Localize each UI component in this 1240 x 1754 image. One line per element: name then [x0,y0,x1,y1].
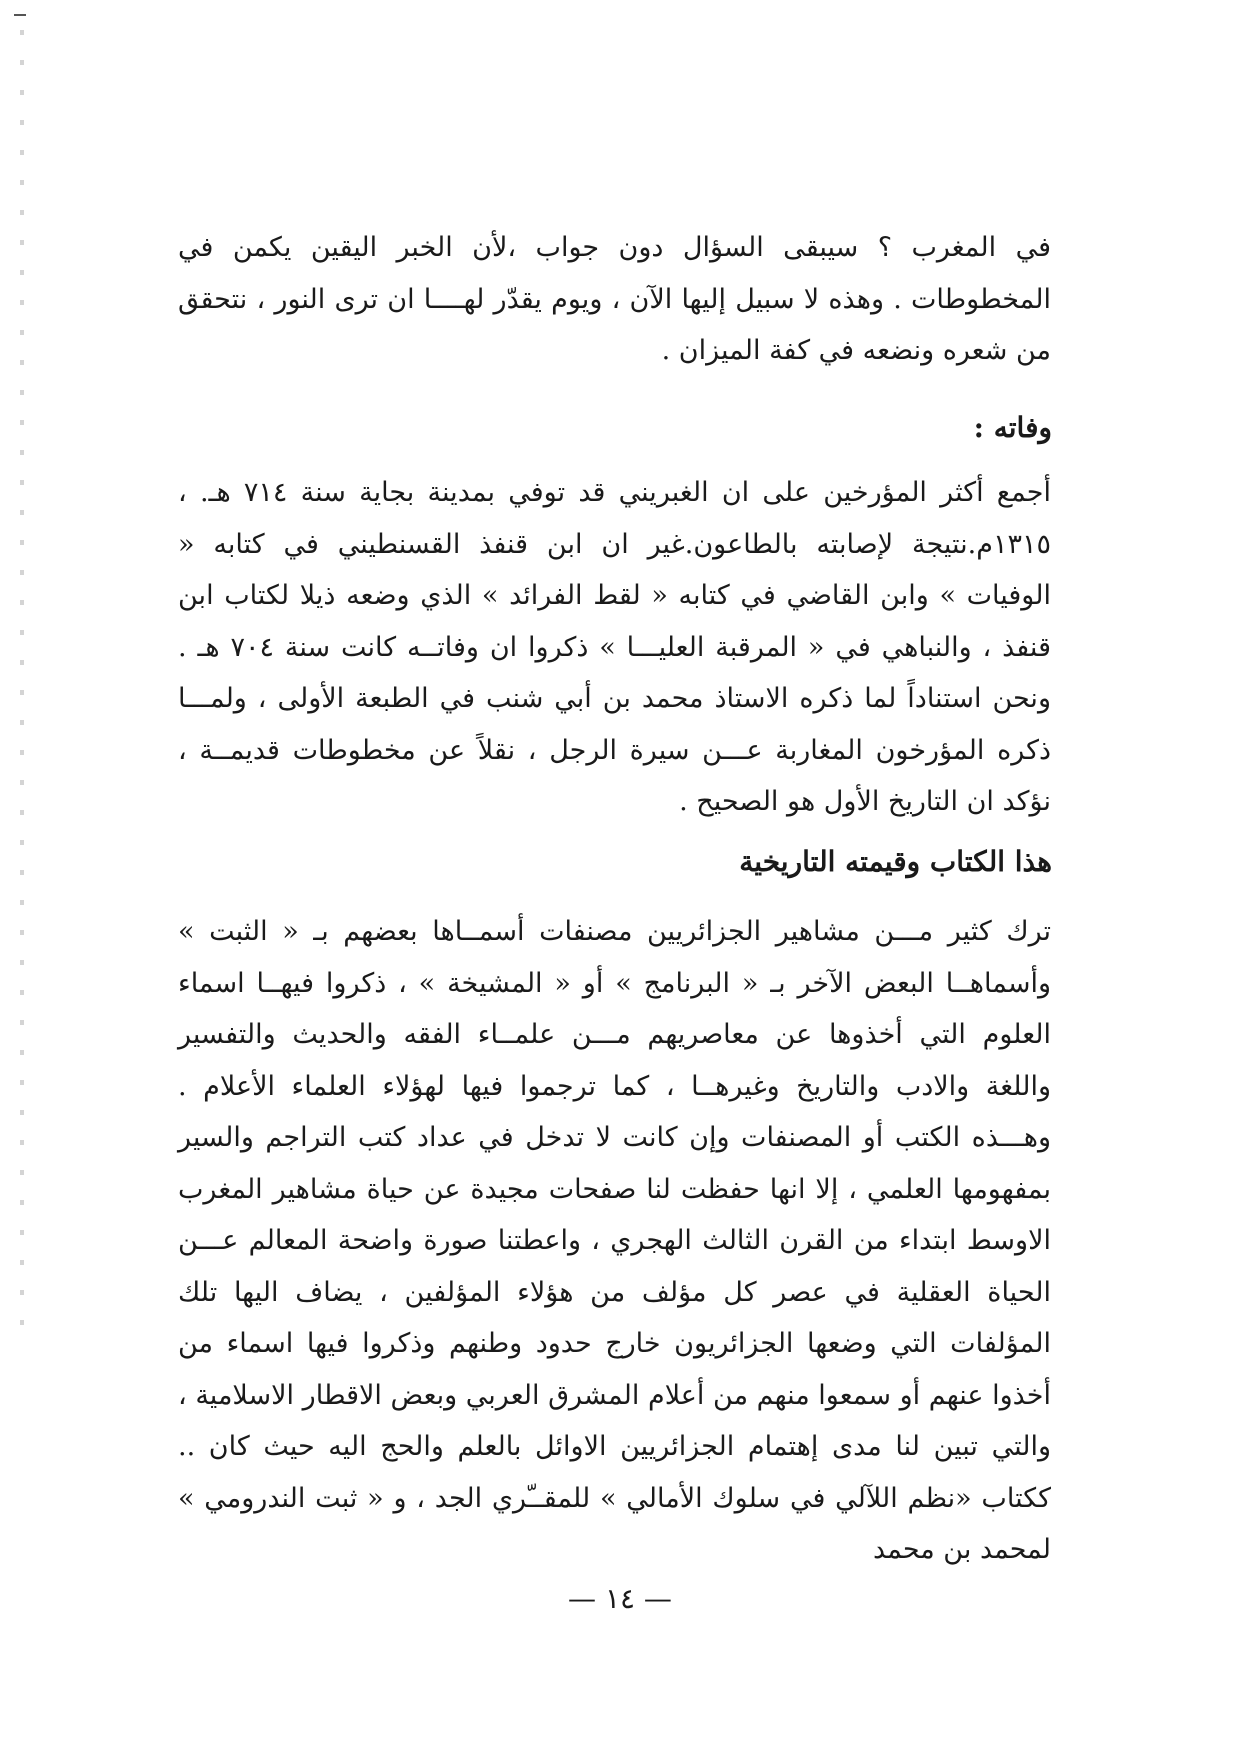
book-paragraph-block [178,906,1051,1576]
intro-paragraph-block [178,222,1051,377]
scan-corner-mark [14,14,26,16]
death-paragraph: أجمع أكثر المؤرخين على ان الغبريني قد توفي بمدينة بجاية سنة ٧١٤ هـ. ، ١٣١٥م.نتيجة لإصابته بالطاعون.غير ان ابن قنفذ القسنطيني في كتابه « الوفيات » وابن القاضي في كتابه « لقط الفرائد » الذي وضعه ذيلا لكتاب ابن قنفذ ، والنباهي في « المرقبة العليـــا » ذكروا ان وفاتــه كانت سنة ٧٠٤ هـ . ونحن استناداً لما ذكره الاستاذ محمد بن أبي شنب في الطبعة الأولى ، ولمـــا ذكره المؤرخون المغاربة عـــن سيرة الرجل ، نقلاً عن مخطوطات قديمــة ، نؤكد ان التاريخ الأول هو الصحيح . [178,477,1051,817]
death-paragraph-block [178,467,1051,828]
scan-margin-dots [20,30,24,1330]
intro-paragraph: في المغرب ؟ سيبقى السؤال دون جواب ،لأن الخبر اليقين يكمن في المخطوطات . وهذه لا سبيل إليها الآن ، ويوم يقدّر لهــــا ان ترى النور ، نتحقق من شعره ونضعه في كفة الميزان . [178,232,1051,366]
book-paragraph: ترك كثير مـــن مشاهير الجزائريين مصنفات أسمــاها بعضهم بـ « الثبت » وأسماهــا البعض الآخر بـ « البرنامج » أو « المشيخة » ، ذكروا فيهــا اسماء العلوم التي أخذوها عن معاصريهم مـــن علمــاء الفقه والحديث والتفسير واللغة والادب والتاريخ وغيرهــا ، كما ترجموا فيها لهؤلاء العلماء الأعلام . وهـــذه الكتب أو المصنفات وإن كانت لا تدخل في عداد كتب التراجم والسير بمفهومها العلمي ، إلا انها حفظت لنا صفحات مجيدة عن حياة مشاهير المغرب الاوسط ابتداء من القرن الثالث الهجري ، واعطتنا صورة واضحة المعالم عـــن الحياة العقلية في عصر كل مؤلف من هؤلاء المؤلفين ، يضاف اليها تلك المؤلفات التي وضعها الجزائريون خارج حدود وطنهم وذكروا فيها اسماء من أخذوا عنهم أو سمعوا منهم من أعلام المشرق العربي وبعض الاقطار الاسلامية ، والتي تبين لنا مدى إهتمام الجزائريين الاوائل بالعلم والحج اليه حيث كان .. ككتاب «نظم اللآلي في سلوك الأمالي » للمقــّري الجد ، و « ثبت الندرومي » لمحمد بن محمد [178,916,1051,1565]
death-heading: وفاته : [973,411,1052,444]
page-number: — ١٤ — [568,1582,672,1615]
book-heading: هذا الكتاب وقيمته التاريخية [739,845,1052,878]
